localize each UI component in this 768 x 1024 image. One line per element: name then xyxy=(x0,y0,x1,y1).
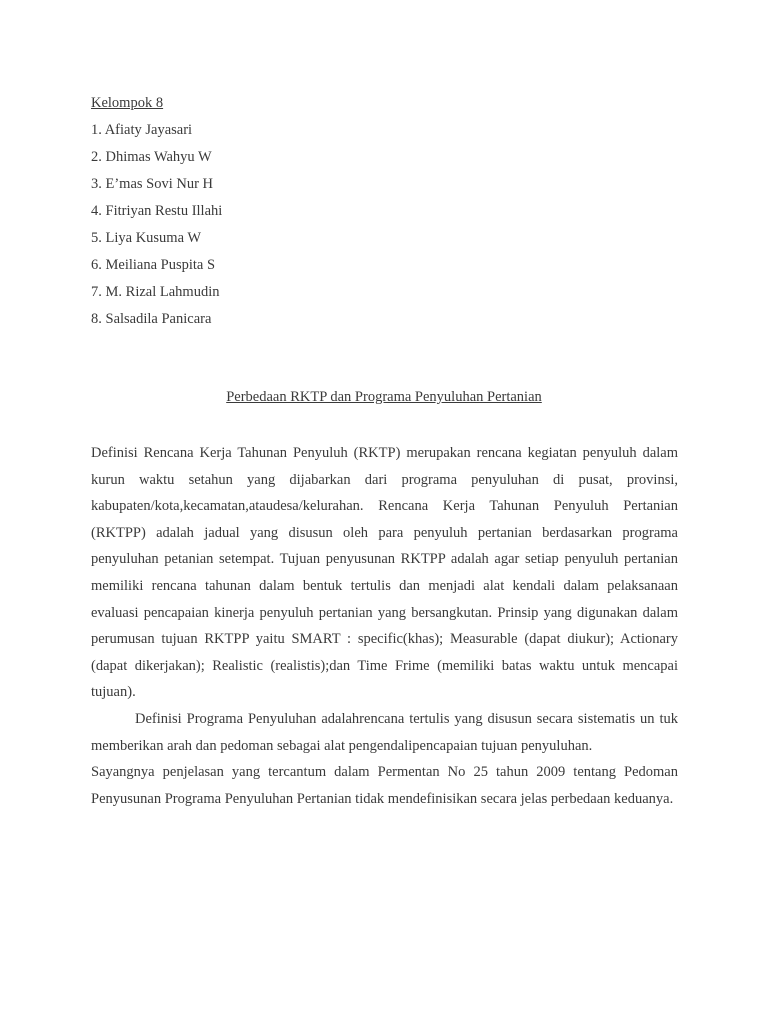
list-item: 2. Dhimas Wahyu W xyxy=(91,149,212,165)
list-item: 6. Meiliana Puspita S xyxy=(91,257,216,273)
paragraph: Definisi Programa Penyuluhan adalahrencana tertulis yang disusun secara sistematis un tuk memberikan arah dan pedoman sebagai alat pengendalipencapaian tujuan penyuluhan. xyxy=(91,710,678,754)
paragraph: Definisi Rencana Kerja Tahunan Penyuluh (RKTP) merupakan rencana kegiatan penyuluh dalam kurun waktu setahun yang dijabarkan dari programa penyuluhan di pusat, provinsi, kabupaten/kota,kecamatan,ataudesa/kelurahan. Rencana Kerja Tahunan Penyuluh Pertanian (RKTPP) adalah jadual yang disusun oleh para penyuluh pertanian berdasarkan programa penyuluhan petanian setempat. Tujuan penyusunan RKTPP adalah agar setiap penyuluh pertanian memiliki rencana tahunan dalam bentuk tertulis dan menjadi alat kendali dalam pelaksanaan evaluasi pencapaian kinerja penyuluh pertanian yang bersangkutan. Prinsip yang digunakan dalam perumusan tujuan RKTPP yaitu SMART : specific(khas); Measurable (dapat diukur); Actionary (dapat dikerjakan); Realistic (realistis);dan Time Frime (memiliki batas waktu untuk mencapai tujuan). xyxy=(91,445,678,701)
list-item: 8. Salsadila Panicara xyxy=(91,311,212,327)
list-item: 7. M. Rizal Lahmudin xyxy=(91,284,220,300)
document-title: Perbedaan RKTP dan Programa Penyuluhan Pertanian xyxy=(226,389,542,405)
list-item: 5. Liya Kusuma W xyxy=(91,230,202,246)
group-heading: Kelompok 8 xyxy=(91,95,164,111)
paragraph: Sayangnya penjelasan yang tercantum dalam Permentan No 25 tahun 2009 tentang Pedoman Penyusunan Programa Penyuluhan Pertanian tidak mendefinisikan secara jelas perbedaan keduanya. xyxy=(91,764,678,807)
list-item: 1. Afiaty Jayasari xyxy=(91,122,193,138)
member-list xyxy=(91,120,222,336)
list-item: 3. E’mas Sovi Nur H xyxy=(91,176,214,192)
list-item: 4. Fitriyan Restu Illahi xyxy=(91,203,223,219)
document-body xyxy=(91,440,678,812)
